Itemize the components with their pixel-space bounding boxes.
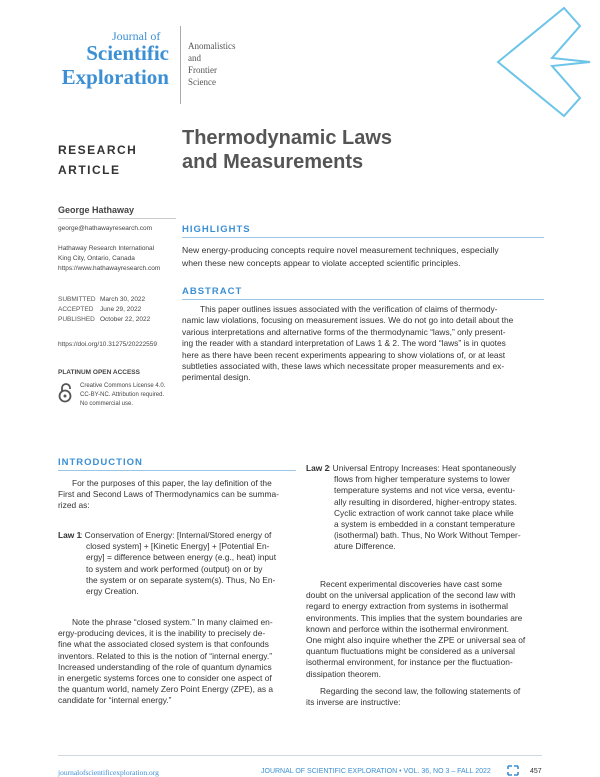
author-email[interactable]: george@hathawayresearch.com [58, 225, 153, 232]
abstract-text: This paper outlines issues associated with the verification of claims of thermody- namic law violations, focusing on measurement issues. We do not go into detail about the various interpretations and alternative forms of the thermodynamic “laws,” only present- ing the reader with a standard interpretation of Laws 1 & 2. The word “laws” is in quotes here as there have been recent experiments appearing to show violations of, or at least subtleties associated with, these laws which necessitate proper measurements and ex- perimental design. [182, 304, 514, 383]
law-1: Law 1 : Conservation of Energy: [Internal/Stored energy of closed system] + [Kinetic Energy] + [Potential En- ergy] = difference between energy (e.g., heat) input to system and work performed (output) on or by the system or on separate system(s). Thus, No En- ergy Creation. [58, 530, 277, 597]
author-divider [58, 218, 176, 219]
highlights-text: New energy-producing concepts require novel measurement techniques, especially when these new concepts appear to violate accepted scientific principles. [182, 245, 499, 268]
journal-name-line1: Journal of [112, 29, 161, 43]
license-text: Creative Commons License 4.0. CC-BY-NC. Attribution required. No commercial use. [80, 383, 166, 407]
footer-citation: JOURNAL OF SCIENTIFIC EXPLORATION • VOL. 36, NO 3 – FALL 2022 [261, 768, 491, 775]
highlights-rule [182, 237, 544, 238]
article-title-line1: Thermodynamic Laws [182, 127, 393, 149]
page-number: 457 [530, 768, 542, 775]
journal-name-line2: Scientific [86, 41, 169, 65]
author-affiliation: Hathaway Research International King City, Ontario, Canada https://www.hathawayresearch.com [58, 245, 161, 272]
introduction-heading: INTRODUCTION [58, 457, 143, 468]
highlights-heading: HIGHLIGHTS [182, 224, 251, 235]
journal-name-line3: Exploration [61, 65, 169, 89]
footer-website[interactable]: journalofscientificexploration.org [58, 768, 159, 777]
intro-paragraph-3: Recent experimental discoveries have cast some doubt on the universal application of the second law with regard to energy extraction from systems in isothermal environments. This implies that the system boundaries are known and perforce within the isothermal environment. One might also inquire whether the ZPE or universal sea of quantum fluctuations might be considered as a universal isothermal environment, for instance per the fluctuation- dissipation theorem. [306, 579, 526, 679]
journal-logo-icon [494, 6, 594, 118]
masthead-divider [180, 26, 181, 104]
law-2: Law 2 : Universal Entropy Increases: Heat spontaneously flows from higher temperature systems to lower temperature systems and not vice versa, eventu- ally resulting in disordered, higher-entropy states. Cyclic extraction of work cannot take place while a system is embedded in a constant temperature (isothermal) bath. Thus, No Work Without Temper- ature Difference. [306, 463, 521, 552]
law-2-tag: Law 2 [306, 463, 330, 473]
open-access-lock-icon [58, 383, 72, 403]
doi-link[interactable]: https://doi.org/10.31275/20222559 [58, 341, 158, 348]
article-type-line2: ARTICLE [58, 163, 121, 177]
intro-paragraph-4: Regarding the second law, the following statements of its inverse are instructive: [306, 686, 521, 708]
intro-paragraph-1: For the purposes of this paper, the lay definition of the First and Second Laws of Thermodynamics can be summa- rized as: [58, 478, 279, 511]
open-access-heading: PLATINUM OPEN ACCESS [58, 369, 140, 376]
author-website[interactable]: https://www.hathawayresearch.com [58, 265, 161, 272]
article-title-line2: and Measurements [182, 151, 364, 173]
intro-paragraph-2: Note the phrase “closed system.” In many claimed en- ergy-producing devices, it is the inability to precisely de- fine what the associated closed system is that confounds inventors. Related to this is the notion of “internal energy.” Increased understanding of the role of quantum dynamics in energetic systems forces one to consider one aspect of the quantum world, namely Zero Point Energy (ZPE), as a candidate for “internal energy.” [58, 617, 274, 706]
author-name: George Hathaway [58, 205, 135, 215]
abstract-heading: ABSTRACT [182, 286, 243, 297]
article-dates: SUBMITTED March 30, 2022 ACCEPTED June 29, 2022 PUBLISHED October 22, 2022 [58, 296, 151, 323]
journal-subtitle: Anomalistics and Frontier Science [188, 41, 236, 87]
footer-logo-icon [507, 765, 519, 776]
introduction-rule [58, 470, 296, 471]
law-1-tag: Law 1 [58, 530, 82, 540]
abstract-rule [182, 299, 544, 300]
footer-rule [58, 755, 542, 756]
article-type-line1: RESEARCH [58, 143, 138, 157]
